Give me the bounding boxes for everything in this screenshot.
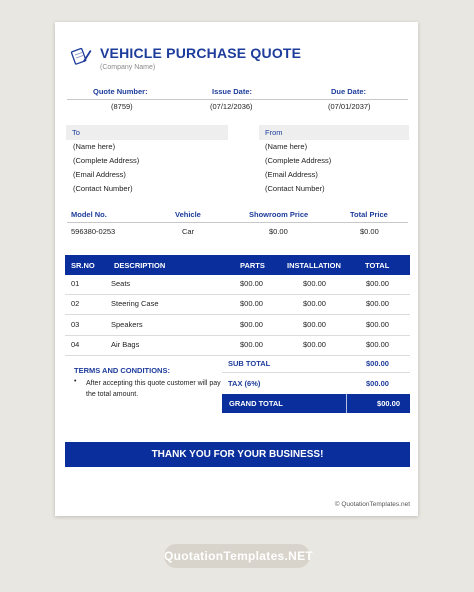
row-number: 01 (71, 279, 80, 288)
col-installation: INSTALLATION (287, 261, 341, 270)
col-parts: PARTS (240, 261, 265, 270)
row-number: 04 (71, 340, 80, 349)
thank-you-text: THANK YOU FOR YOUR BUSINESS! (151, 449, 324, 460)
from-address: (Complete Address) (265, 156, 332, 165)
row-total: $00.00 (366, 299, 389, 308)
issue-date-value: (07/12/2036) (210, 102, 253, 111)
row-description: Speakers (111, 320, 143, 329)
from-label: From (265, 128, 283, 137)
divider (67, 222, 408, 223)
grand-total-bar (222, 394, 410, 413)
grand-total-value: $00.00 (377, 399, 400, 408)
row-divider (65, 294, 410, 295)
document-pen-icon (70, 44, 92, 66)
quote-number-value: (8759) (111, 102, 133, 111)
terms-title: TERMS AND CONDITIONS: (74, 366, 170, 375)
col-srno: SR.NO (71, 261, 95, 270)
row-divider (65, 355, 410, 356)
row-parts: $00.00 (240, 299, 263, 308)
to-email: (Email Address) (73, 170, 126, 179)
row-number: 02 (71, 299, 80, 308)
row-divider (222, 372, 410, 373)
model-value: 596380-0253 (71, 227, 116, 236)
col-total: TOTAL (365, 261, 390, 270)
row-parts: $00.00 (240, 340, 263, 349)
divider (67, 99, 408, 100)
row-parts: $00.00 (240, 279, 263, 288)
from-band (259, 125, 409, 140)
row-total: $00.00 (366, 279, 389, 288)
showroom-price-label: Showroom Price (249, 210, 309, 219)
vehicle-label: Vehicle (175, 210, 201, 219)
vehicle-value: Car (182, 227, 195, 236)
bullet-icon: • (74, 378, 77, 385)
to-phone: (Contact Number) (73, 184, 133, 193)
due-date-label: Due Date: (331, 87, 367, 96)
to-name: (Name here) (73, 142, 116, 151)
row-description: Steering Case (111, 299, 159, 308)
row-parts: $00.00 (240, 320, 263, 329)
total-price-label: Total Price (350, 210, 388, 219)
row-installation: $00.00 (303, 299, 326, 308)
row-description: Air Bags (111, 340, 140, 349)
row-installation: $00.00 (303, 340, 326, 349)
row-installation: $00.00 (303, 279, 326, 288)
row-divider (65, 335, 410, 336)
thank-you-banner (65, 442, 410, 467)
row-number: 03 (71, 320, 80, 329)
page-title: VEHICLE PURCHASE QUOTE (100, 45, 302, 61)
quote-number-label: Quote Number: (93, 87, 148, 96)
subtotal-label: SUB TOTAL (228, 359, 271, 368)
subtotal-value: $00.00 (366, 359, 389, 368)
tax-value: $00.00 (366, 379, 389, 388)
terms-item: After accepting this quote customer will pay the total amount. (86, 380, 221, 398)
row-total: $00.00 (366, 340, 389, 349)
site-badge-text: QuotationTemplates.NET (164, 549, 314, 563)
to-address: (Complete Address) (73, 156, 140, 165)
row-divider (65, 314, 410, 315)
col-description: DESCRIPTION (114, 261, 166, 270)
quote-sheet (55, 22, 418, 516)
model-label: Model No. (71, 210, 107, 219)
copyright: © QuotationTemplates.net (334, 501, 410, 508)
showroom-price-value: $0.00 (269, 227, 288, 236)
issue-date-label: Issue Date: (212, 87, 253, 96)
from-phone: (Contact Number) (265, 184, 325, 193)
total-price-value: $0.00 (360, 227, 379, 236)
items-table-header (65, 255, 410, 275)
to-band (66, 125, 228, 140)
company-name: (Company Name) (100, 64, 156, 71)
due-date-value: (07/01/2037) (328, 102, 371, 111)
from-name: (Name here) (265, 142, 308, 151)
tax-label: TAX (6%) (228, 379, 261, 388)
row-description: Seats (111, 279, 131, 288)
site-badge-link[interactable] (164, 544, 314, 568)
from-email: (Email Address) (265, 170, 318, 179)
divider (346, 394, 347, 413)
row-total: $00.00 (366, 320, 389, 329)
row-installation: $00.00 (303, 320, 326, 329)
grand-total-label: GRAND TOTAL (229, 399, 283, 408)
to-label: To (72, 128, 80, 137)
